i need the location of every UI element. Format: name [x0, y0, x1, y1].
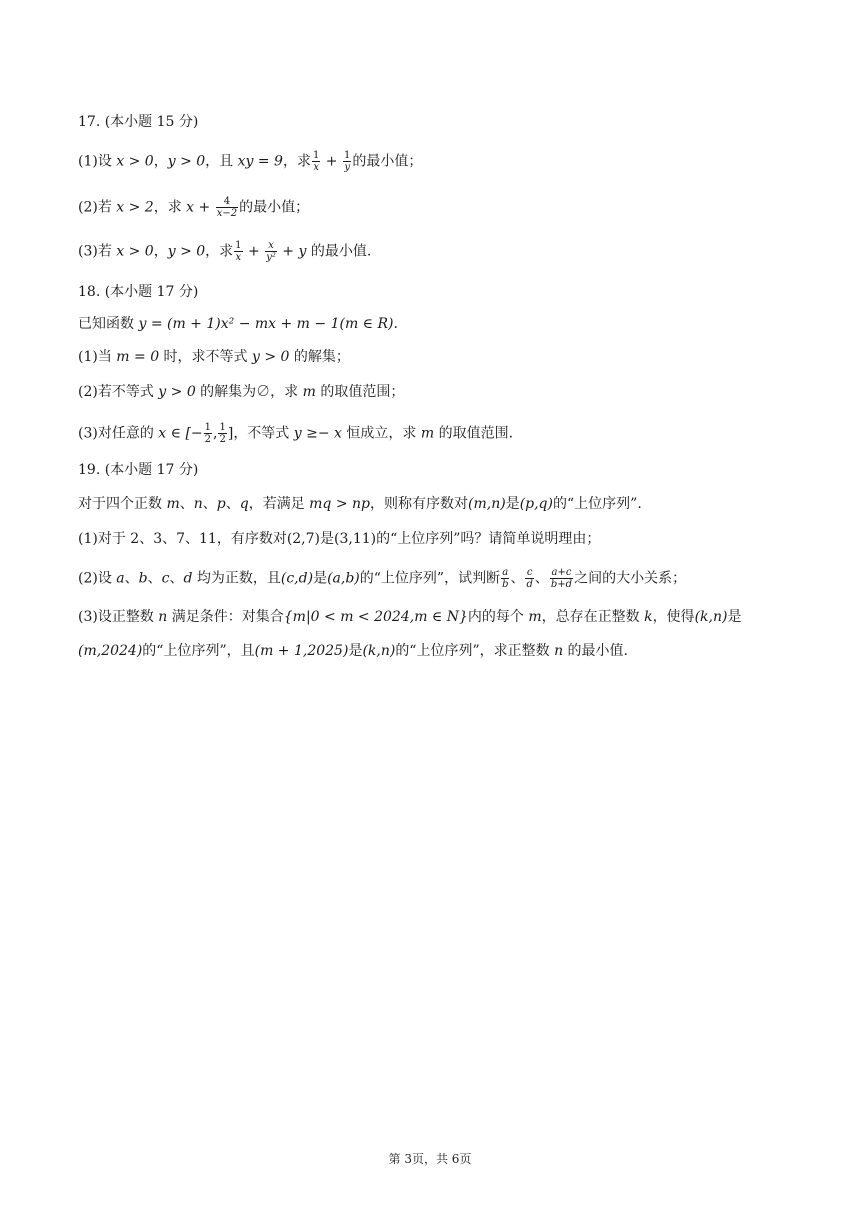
- text: 的取值范围.: [434, 425, 514, 442]
- math: d: [183, 570, 193, 587]
- problem-19-part-2: [78, 567, 686, 590]
- text: 的解集；: [289, 349, 350, 365]
- math: q: [239, 496, 249, 512]
- problem-17-part-3: [78, 240, 371, 263]
- math: ]: [227, 425, 234, 442]
- fraction: $\frac{1}{x}$: [312, 150, 320, 173]
- math: (m + 1,2025): [254, 643, 349, 659]
- text: 、: [225, 496, 240, 512]
- math: k: [644, 609, 653, 625]
- math: y > 0: [167, 153, 206, 170]
- math: a: [116, 570, 125, 587]
- math: (m,n): [468, 496, 506, 512]
- math: y > 0: [167, 243, 206, 260]
- text: 、: [534, 570, 549, 587]
- math: c: [161, 570, 170, 587]
- problem-18-part-2: [78, 382, 404, 402]
- text: ，求: [282, 153, 311, 170]
- math: y > 0: [158, 384, 196, 400]
- text: ，求: [205, 243, 234, 260]
- page-footer: 第 3页，共 6页: [388, 1152, 472, 1166]
- text: ，: [153, 243, 168, 260]
- math: y ≥− x: [293, 425, 342, 442]
- math: +: [243, 243, 265, 260]
- problem-17-part-2: [78, 196, 309, 219]
- text: ，总存在正整数: [541, 609, 645, 625]
- text: (1)对于 2、3、7、11，有序数对(2,7)是(3,11)的“上位序列”吗？请简单说明理由；: [78, 531, 601, 547]
- math: n: [554, 643, 564, 659]
- text: 、: [169, 570, 184, 587]
- fraction: $\frac{a+c}{b+d}$: [550, 567, 573, 590]
- fraction: $\frac{x}{\text{y²}}$: [266, 240, 276, 263]
- problem-19-part-3-line-2: [78, 641, 628, 661]
- text: 的解集为∅，求: [195, 384, 303, 400]
- math: m: [302, 384, 316, 400]
- problem-17-header: 17. (本小题 15 分): [78, 114, 199, 130]
- text: 恒成立，求: [341, 425, 421, 442]
- text: (2)若不等式: [78, 384, 159, 400]
- fraction: $\frac{1}{2}$: [219, 422, 226, 445]
- math: (k,n): [694, 609, 728, 625]
- text: 对于四个正数: [78, 496, 167, 512]
- text: 内的每个: [467, 609, 529, 625]
- math: (m,2024): [78, 643, 143, 659]
- problem-19-intro: [78, 494, 642, 514]
- text: 均为正数，且: [192, 570, 281, 587]
- text: 的“上位序列”.: [553, 496, 642, 512]
- text: (1)设: [78, 153, 117, 170]
- math: (k,n): [362, 643, 396, 659]
- text: (3)对任意的: [78, 425, 159, 442]
- text: .: [393, 316, 398, 332]
- text: (3)若: [78, 243, 117, 260]
- math: m: [166, 496, 180, 512]
- problem-19-part-1: [78, 529, 600, 549]
- math: n: [193, 496, 203, 512]
- text: ，使得: [652, 609, 695, 625]
- math: p: [216, 496, 226, 512]
- problem-18-part-3: [78, 422, 513, 445]
- math: x > 0: [116, 243, 154, 260]
- math: {m|0 < m < 2024,m ∈ N}: [283, 609, 468, 625]
- text: 是: [313, 570, 328, 587]
- text: 的最小值.: [563, 643, 629, 659]
- math: ,: [213, 425, 218, 442]
- text: 时，求不等式: [159, 349, 253, 365]
- text: ，求: [153, 199, 187, 216]
- math: x ∈ [−: [158, 425, 203, 442]
- text: (2)设: [78, 570, 117, 587]
- text: ，: [153, 153, 168, 170]
- text: 的“上位序列”，试判断: [359, 570, 501, 587]
- text: (3)设正整数: [78, 609, 159, 625]
- text: 满足条件：对集合: [167, 609, 284, 625]
- math: y > 0: [252, 349, 290, 365]
- math: +: [321, 153, 342, 170]
- text: 之间的大小关系；: [574, 570, 687, 587]
- math: m = 0: [116, 349, 160, 365]
- text: 是: [505, 496, 520, 512]
- math: m: [420, 425, 435, 442]
- text: 已知函数: [78, 316, 139, 332]
- math: + y: [277, 243, 307, 260]
- math: x > 0: [116, 153, 154, 170]
- text: 的最小值；: [352, 153, 423, 170]
- math: mq > np: [309, 496, 371, 512]
- text: (2)若: [78, 199, 117, 216]
- text: 的“上位序列”，求正整数: [395, 643, 555, 659]
- text: 是: [348, 643, 363, 659]
- text: 、: [202, 496, 217, 512]
- math: xy = 9: [237, 153, 283, 170]
- text: ，不等式: [233, 425, 294, 442]
- problem-19-header: 19. (本小题 17 分): [78, 462, 199, 478]
- problem-18-header: 18. (本小题 17 分): [78, 284, 199, 300]
- problem-17-part-1: [78, 150, 422, 173]
- text: 的“上位序列”，且: [142, 643, 255, 659]
- text: 、: [124, 570, 139, 587]
- fraction: $\frac{c}{d}$: [526, 567, 533, 590]
- text: ，且: [205, 153, 238, 170]
- text: (1)当: [78, 349, 117, 365]
- math: (p,q): [519, 496, 553, 512]
- math: (c,d): [280, 570, 314, 587]
- text: 、: [147, 570, 162, 587]
- text: 、: [510, 570, 525, 587]
- math: b: [138, 570, 148, 587]
- fraction: $\frac{4}{x-2}$: [216, 196, 238, 219]
- text: 的最小值；: [239, 199, 310, 216]
- problem-18-intro: [78, 314, 398, 334]
- fraction: $\frac{1}{2}$: [204, 422, 212, 445]
- fraction: $\frac{1}{y}$: [343, 150, 351, 173]
- math: x > 2: [116, 199, 154, 216]
- text: 是: [727, 609, 742, 625]
- math: x +: [186, 199, 215, 216]
- text: 、: [179, 496, 194, 512]
- fraction: $\frac{1}{x}$: [235, 240, 242, 263]
- text: 的最小值.: [306, 243, 372, 260]
- math: n: [158, 609, 168, 625]
- math: m: [528, 609, 542, 625]
- problem-19-part-3-line-1: [78, 607, 741, 627]
- text: ，则称有序数对: [370, 496, 469, 512]
- text: ，若满足: [248, 496, 310, 512]
- math: (a,b): [327, 570, 360, 587]
- math: y = (m + 1)x² − mx + m − 1(m ∈ R): [138, 316, 394, 332]
- problem-18-part-1: [78, 347, 350, 367]
- fraction: $\frac{a}{b}$: [502, 567, 509, 590]
- text: 的取值范围；: [315, 384, 405, 400]
